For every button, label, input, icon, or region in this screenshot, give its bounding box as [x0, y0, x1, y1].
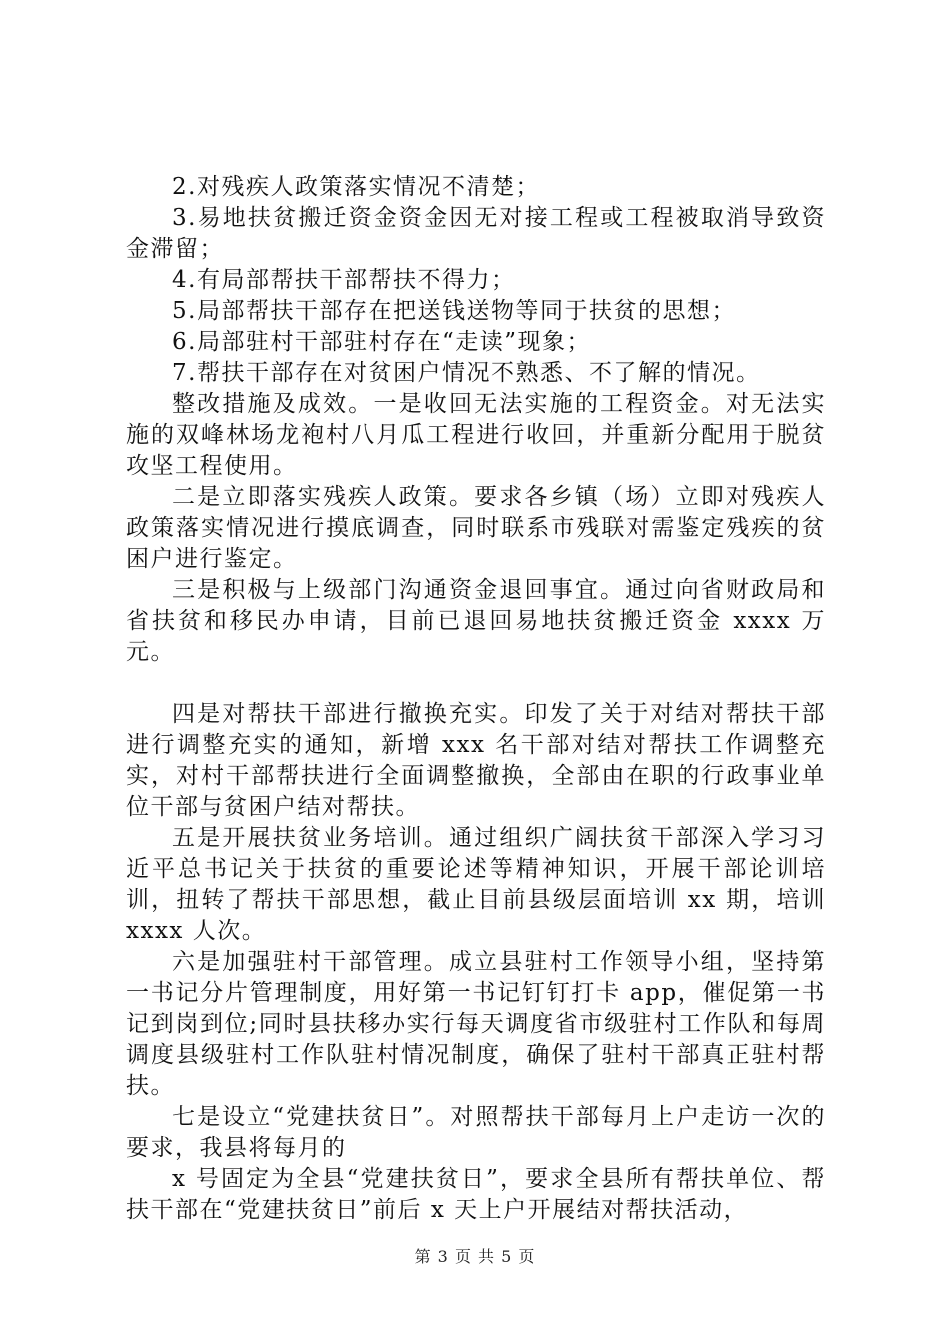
paragraph-item-5: 5.局部帮扶干部存在把送钱送物等同于扶贫的思想； [172, 298, 736, 324]
paragraph-measures-7: 七是设立“党建扶贫日”。对照帮扶干部每月上户走访一次的要求，我县将每月的 [126, 1104, 826, 1161]
paragraph-measures-6: 六是加强驻村干部管理。成立县驻村工作领导小组，坚持第一书记分片管理制度，用好第一书记钉钉打卡 app，催促第一书记到岗到位;同时县扶移办实行每天调度省市级驻村工作队和每周调度县级驻村工作队驻村情况制度，确保了驻村干部真正驻村帮扶。 [126, 949, 826, 1099]
paragraph-item-3: 3.易地扶贫搬迁资金资金因无对接工程或工程被取消导致资金滞留； [126, 205, 826, 262]
page-footer [0, 1244, 950, 1267]
paragraph-measures-3: 三是积极与上级部门沟通资金退回事宜。通过向省财政局和省扶贫和移民办申请，目前已退回易地扶贫搬迁资金 xxxx 万元。 [126, 577, 826, 665]
paragraph-item-2: 2.对残疾人政策落实情况不清楚； [172, 174, 540, 200]
paragraph-item-7: 7.帮扶干部存在对贫困户情况不熟悉、不了解的情况。 [172, 360, 761, 386]
paragraph-measures-2: 二是立即落实残疾人政策。要求各乡镇（场）立即对残疾人政策落实情况进行摸底调查，同时联系市残联对需鉴定残疾的贫困户进行鉴定。 [126, 484, 826, 572]
page-number-label: 第 3 页 共 5 页 [414, 1247, 536, 1266]
paragraph-item-6: 6.局部驻村干部驻村存在“走读”现象； [172, 329, 591, 355]
document-body [126, 172, 826, 1226]
paragraph-item-4: 4.有局部帮扶干部帮扶不得力； [172, 267, 516, 293]
paragraph-measures-1: 整改措施及成效。一是收回无法实施的工程资金。对无法实施的双峰林场龙袍村八月瓜工程进行收回，并重新分配用于脱贫攻坚工程使用。 [126, 391, 826, 479]
paragraph-measures-7-cont: x 号固定为全县“党建扶贫日”，要求全县所有帮扶单位、帮扶干部在“党建扶贫日”前后 x 天上户开展结对帮扶活动， [126, 1166, 826, 1223]
paragraph-measures-4: 四是对帮扶干部进行撤换充实。印发了关于对结对帮扶干部进行调整充实的通知，新增 xxx 名干部对结对帮扶工作调整充实，对村干部帮扶进行全面调整撤换，全部由在职的行政事业单位干部与贫困户结对帮扶。 [126, 701, 826, 820]
paragraph-measures-5: 五是开展扶贫业务培训。通过组织广阔扶贫干部深入学习习近平总书记关于扶贫的重要论述等精神知识，开展干部论训培训，扭转了帮扶干部思想，截止目前县级层面培训 xx 期，培训 xxxx 人次。 [126, 825, 826, 944]
